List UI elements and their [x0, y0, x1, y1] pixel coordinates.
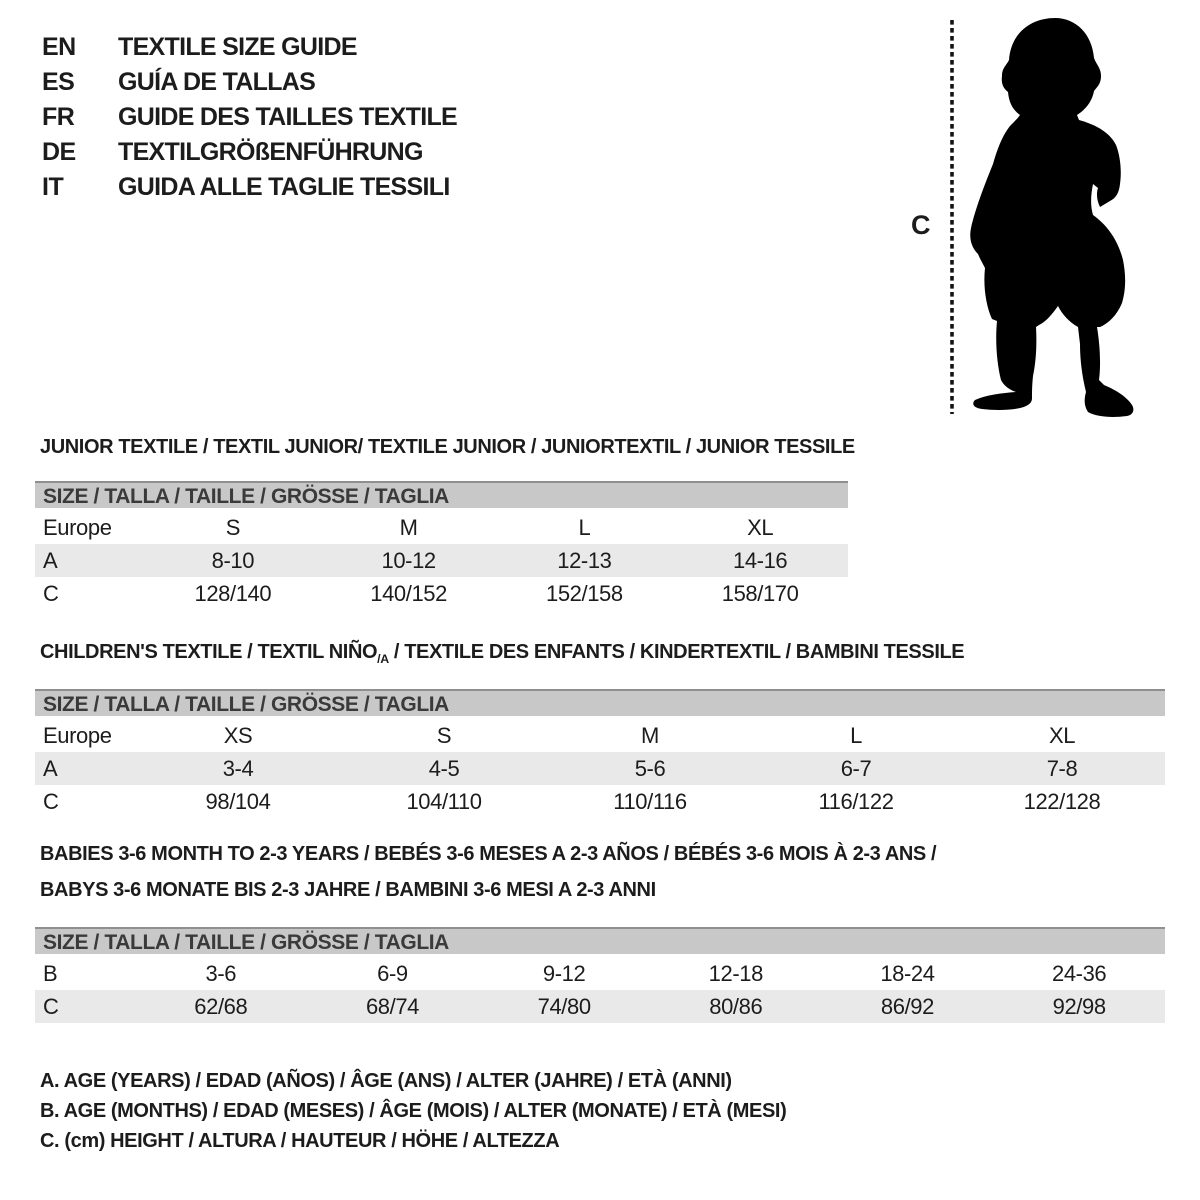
- row-label: A: [35, 752, 135, 785]
- lang-title-de: TEXTILGRÖßENFÜHRUNG: [118, 138, 423, 166]
- toddler-silhouette-icon: [958, 14, 1148, 419]
- age-cell: 4-5: [341, 752, 547, 785]
- lang-title-fr: GUIDE DES TAILLES TEXTILE: [118, 103, 458, 131]
- lang-title-en: TEXTILE SIZE GUIDE: [118, 33, 357, 61]
- lang-row-it: [42, 170, 457, 205]
- height-cell: 80/86: [650, 990, 822, 1023]
- height-cell: 158/170: [672, 577, 848, 610]
- row-label: B: [35, 957, 135, 990]
- row-label: C: [35, 577, 145, 610]
- months-cell: 3-6: [135, 957, 307, 990]
- junior-row-europe: [35, 511, 848, 544]
- size-cell: XL: [959, 719, 1165, 752]
- children-title-pre: CHILDREN'S TEXTILE / TEXTIL NIÑO: [40, 641, 378, 663]
- size-cell: M: [547, 719, 753, 752]
- junior-size-table: [35, 481, 848, 610]
- babies-size-table: [35, 927, 1165, 1023]
- height-cell: 116/122: [753, 785, 959, 818]
- age-cell: 12-13: [497, 544, 673, 577]
- height-cell: 140/152: [321, 577, 497, 610]
- height-cell: 62/68: [135, 990, 307, 1023]
- lang-title-it: GUIDA ALLE TAGLIE TESSILI: [118, 173, 450, 201]
- babies-row-height: [35, 990, 1165, 1023]
- height-cell: 68/74: [307, 990, 479, 1023]
- size-cell: L: [497, 511, 673, 544]
- row-label: A: [35, 544, 145, 577]
- lang-row-fr: [42, 100, 457, 135]
- size-cell: XS: [135, 719, 341, 752]
- size-cell: S: [341, 719, 547, 752]
- height-measure-label: C: [911, 210, 931, 240]
- children-title-post: / TEXTILE DES ENFANTS / KINDERTEXTIL / BAMBINI TESSILE: [388, 641, 965, 663]
- language-title-list: [42, 30, 457, 205]
- months-cell: 24-36: [993, 957, 1165, 990]
- children-row-age: [35, 752, 1165, 785]
- babies-title-line2: BABYS 3-6 MONATE BIS 2-3 JAHRE / BAMBINI 3-6 MESI A 2-3 ANNI: [40, 879, 656, 901]
- children-size-table: [35, 689, 1165, 818]
- children-row-height: [35, 785, 1165, 818]
- lang-code-it: IT: [42, 173, 64, 201]
- row-label: Europe: [35, 719, 135, 752]
- months-cell: 6-9: [307, 957, 479, 990]
- height-cell: 152/158: [497, 577, 673, 610]
- lang-row-en: [42, 30, 457, 65]
- lang-title-es: GUÍA DE TALLAS: [118, 68, 316, 96]
- babies-row-months: [35, 957, 1165, 990]
- size-cell: M: [321, 511, 497, 544]
- measurement-legend: [40, 1070, 786, 1160]
- height-cell: 122/128: [959, 785, 1165, 818]
- height-cell: 104/110: [341, 785, 547, 818]
- size-cell: XL: [672, 511, 848, 544]
- months-cell: 18-24: [822, 957, 994, 990]
- age-cell: 8-10: [145, 544, 321, 577]
- junior-row-age: [35, 544, 848, 577]
- children-row-europe: [35, 719, 1165, 752]
- height-cell: 110/116: [547, 785, 753, 818]
- height-cell: 74/80: [478, 990, 650, 1023]
- lang-code-en: EN: [42, 33, 76, 61]
- lang-row-es: [42, 65, 457, 100]
- children-title-sub: /A: [377, 652, 389, 666]
- junior-size-table-header: SIZE / TALLA / TAILLE / GRÖSSE / TAGLIA: [35, 481, 848, 508]
- size-cell: L: [753, 719, 959, 752]
- height-cell: 86/92: [822, 990, 994, 1023]
- lang-code-de: DE: [42, 138, 76, 166]
- legend-age-months: B. AGE (MONTHS) / EDAD (MESES) / ÂGE (MOIS) / ALTER (MONATE) / ETÀ (MESI): [40, 1100, 787, 1122]
- lang-row-de: [42, 135, 457, 170]
- legend-age-years: A. AGE (YEARS) / EDAD (AÑOS) / ÂGE (ANS) / ALTER (JAHRE) / ETÀ (ANNI): [40, 1070, 732, 1092]
- junior-section-title: JUNIOR TEXTILE / TEXTIL JUNIOR/ TEXTILE JUNIOR / JUNIORTEXTIL / JUNIOR TESSILE: [40, 436, 855, 458]
- months-cell: 9-12: [478, 957, 650, 990]
- height-cell: 128/140: [145, 577, 321, 610]
- children-size-table-header: SIZE / TALLA / TAILLE / GRÖSSE / TAGLIA: [35, 689, 1165, 716]
- legend-height-cm: C. (cm) HEIGHT / ALTURA / HAUTEUR / HÖHE / ALTEZZA: [40, 1130, 560, 1152]
- height-cell: 92/98: [993, 990, 1165, 1023]
- height-cell: 98/104: [135, 785, 341, 818]
- children-section-title: [40, 641, 964, 666]
- age-cell: 5-6: [547, 752, 753, 785]
- age-cell: 10-12: [321, 544, 497, 577]
- age-cell: 7-8: [959, 752, 1165, 785]
- age-cell: 6-7: [753, 752, 959, 785]
- babies-title-line1: BABIES 3-6 MONTH TO 2-3 YEARS / BEBÉS 3-6 MESES A 2-3 AÑOS / BÉBÉS 3-6 MOIS À 2-3 ANS /: [40, 843, 937, 865]
- lang-code-fr: FR: [42, 103, 75, 131]
- babies-size-table-header: SIZE / TALLA / TAILLE / GRÖSSE / TAGLIA: [35, 927, 1165, 954]
- lang-code-es: ES: [42, 68, 75, 96]
- row-label: C: [35, 990, 135, 1023]
- age-cell: 3-4: [135, 752, 341, 785]
- row-label: C: [35, 785, 135, 818]
- size-cell: S: [145, 511, 321, 544]
- babies-section-title: [40, 843, 936, 902]
- months-cell: 12-18: [650, 957, 822, 990]
- junior-row-height: [35, 577, 848, 610]
- row-label: Europe: [35, 511, 145, 544]
- height-measure-line: [946, 16, 958, 418]
- age-cell: 14-16: [672, 544, 848, 577]
